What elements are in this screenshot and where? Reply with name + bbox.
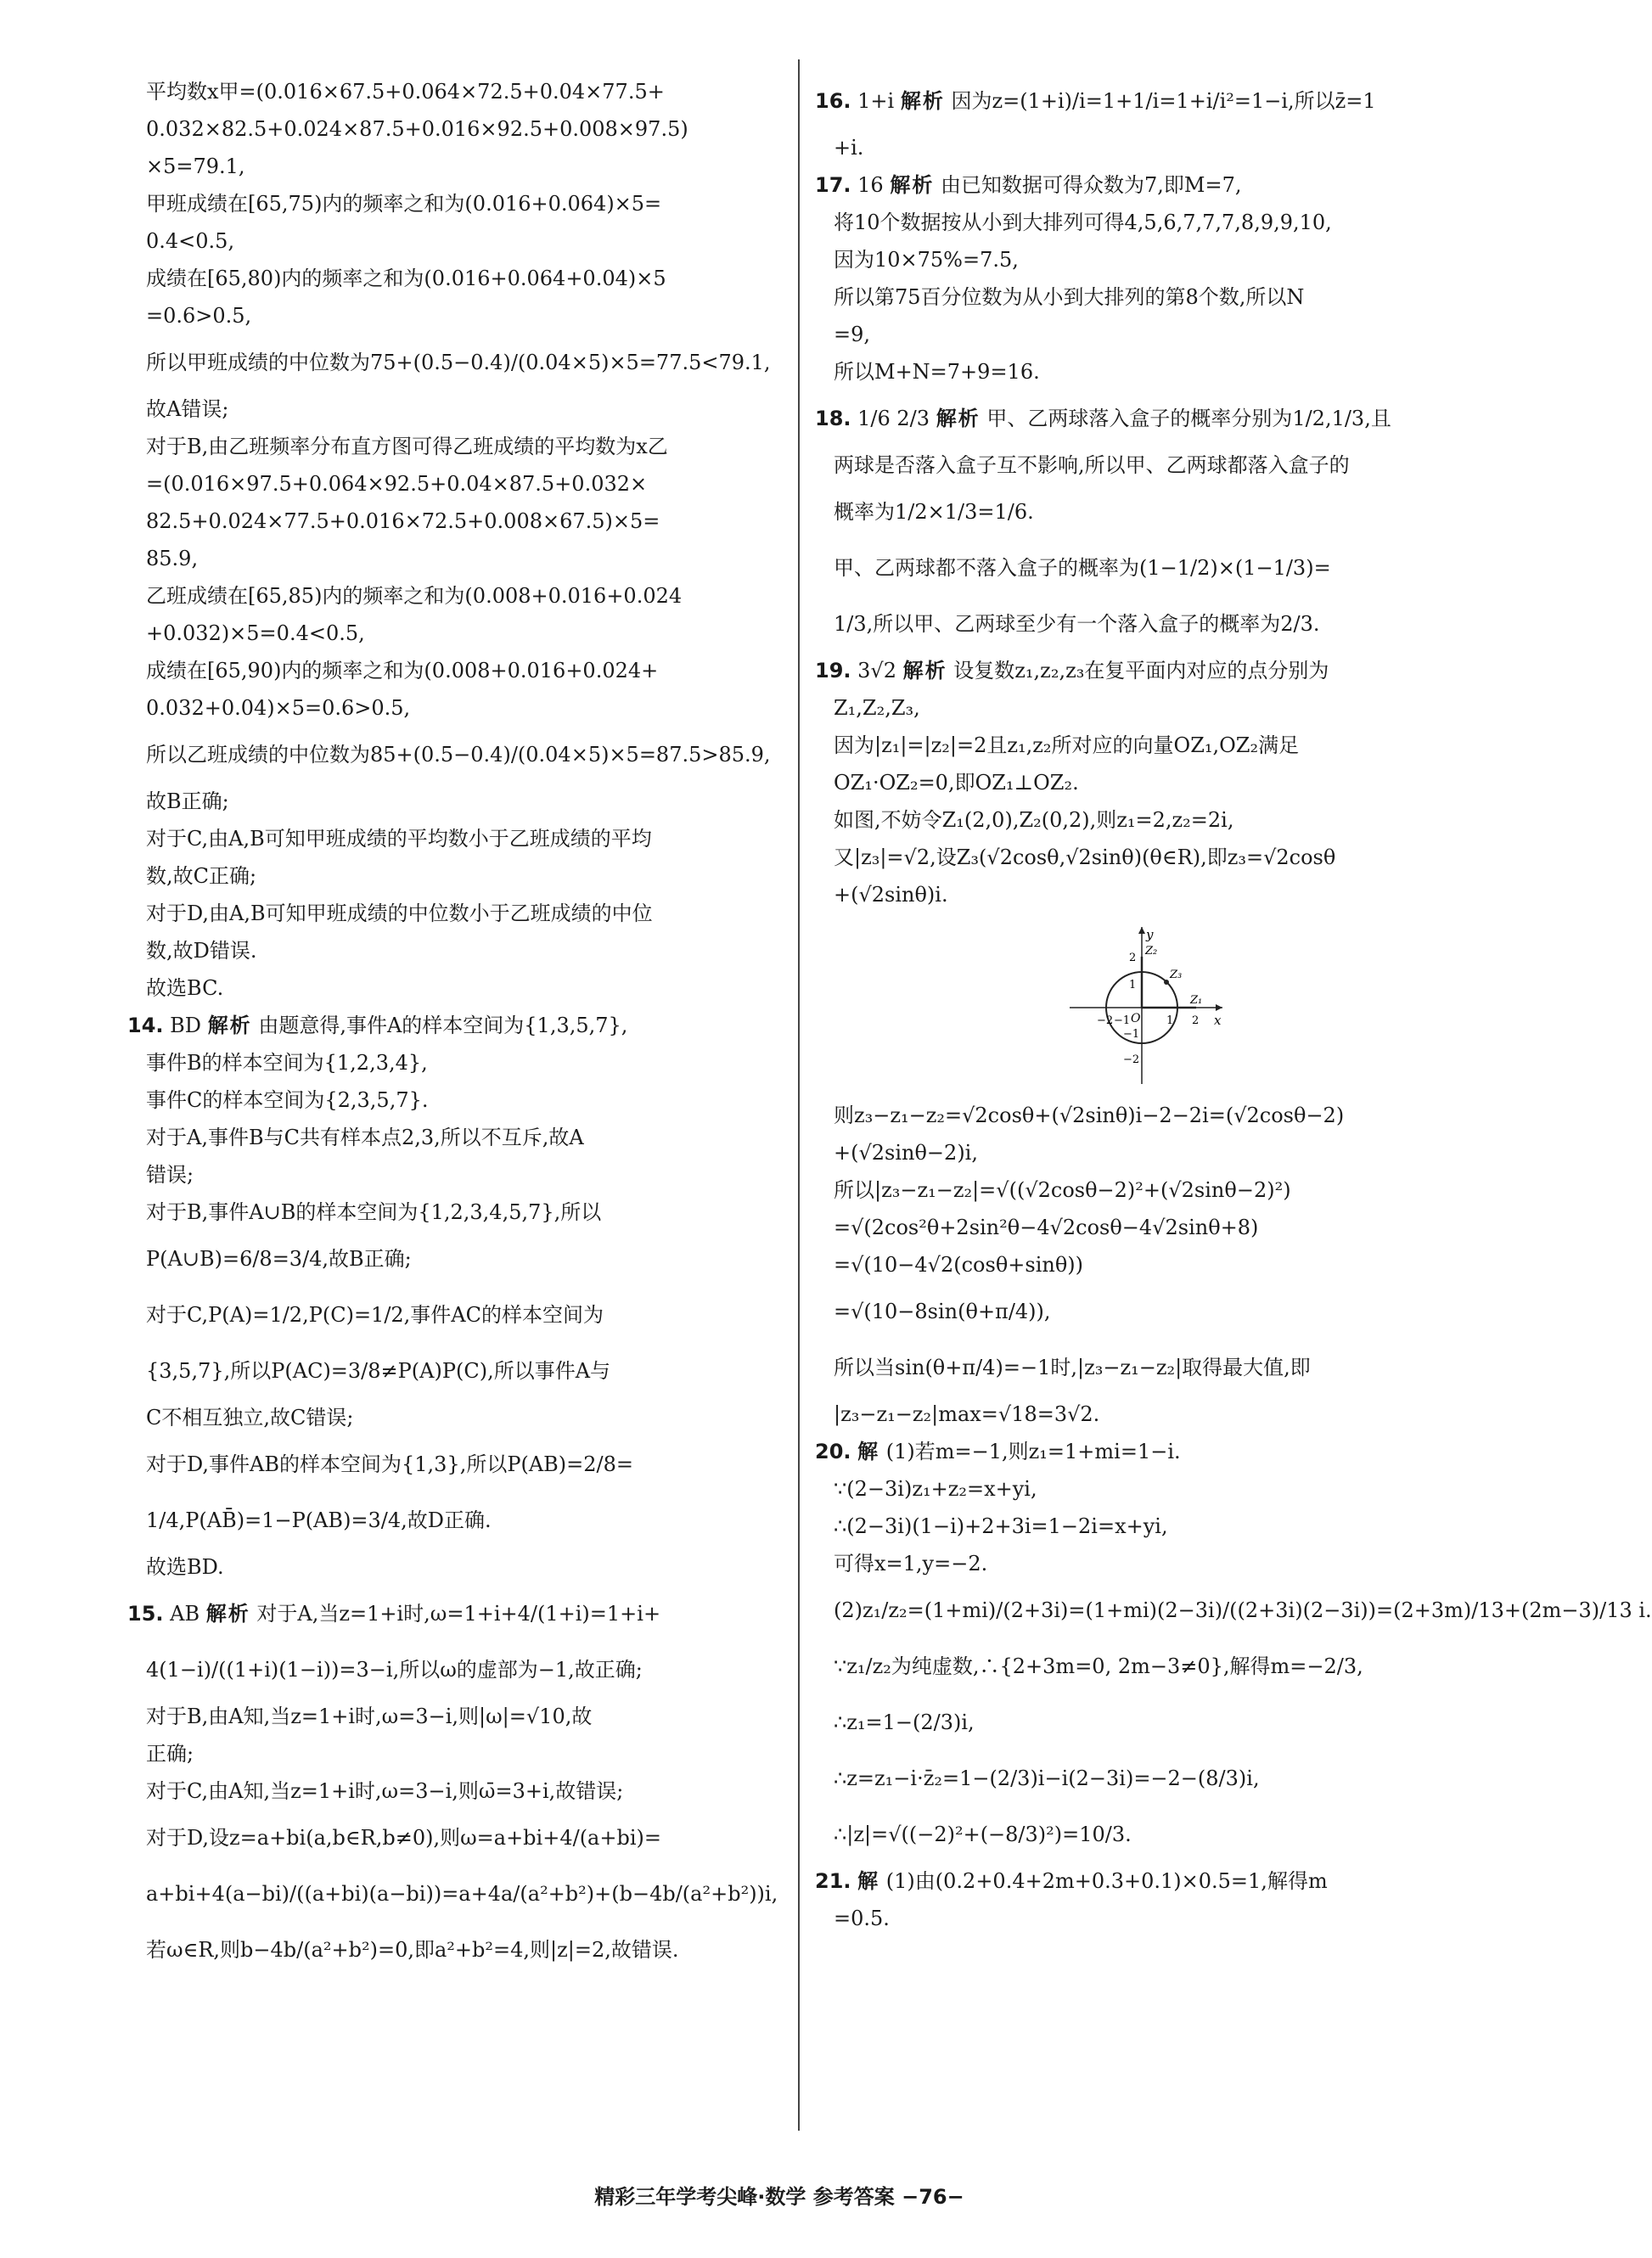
question-answer: AB xyxy=(170,1602,200,1626)
text-line: 由已知数据可得众数为7,即M=7, xyxy=(940,173,1242,197)
text-line: 所以甲班成绩的中位数为75+(0.5−0.4)/(0.04×5)×5=77.5<79.1, xyxy=(146,351,771,374)
text-line: 对于A,当z=1+i时,ω=1+i+4/(1+i)=1+i+ xyxy=(256,1602,661,1626)
point-label-z3: Z₃ xyxy=(1170,969,1183,981)
text-line: (1)由(0.2+0.4+2m+0.3+0.1)×0.5=1,解得m xyxy=(885,1869,1328,1893)
x-axis-arrow xyxy=(1216,1004,1222,1011)
analysis-label: 解析 xyxy=(902,659,947,682)
complex-plane-figure xyxy=(1061,918,1231,1088)
text-line: 正确; xyxy=(146,1742,194,1766)
left-column xyxy=(127,73,789,1978)
text-line: 因为z=(1+i)/i=1+1/i=1+i/i²=1−i,所以z̄=1 xyxy=(951,89,1376,113)
text-line: (1)若m=−1,则z₁=1+mi=1−i. xyxy=(885,1440,1181,1463)
x-axis-label: x xyxy=(1214,1013,1222,1028)
text-line: 乙班成绩在[65,85)内的频率之和为(0.008+0.016+0.024 xyxy=(146,584,683,608)
text-line: 故选BC. xyxy=(146,976,224,1000)
tick-label: 1 xyxy=(1129,979,1137,991)
text-line: 平均数x甲=(0.016×67.5+0.064×72.5+0.04×77.5+ xyxy=(146,80,665,104)
text-line: ∴z₁=1−(2/3)i, xyxy=(834,1710,975,1734)
text-line: ∴|z|=√((−2)²+(−8/3)²)=10/3. xyxy=(834,1823,1132,1846)
question-18-header xyxy=(815,390,1494,447)
y-axis-label: y xyxy=(1146,927,1154,942)
text-line: =9, xyxy=(834,323,871,346)
text-line: 事件C的样本空间为{2,3,5,7}. xyxy=(146,1088,429,1112)
text-line: 85.9, xyxy=(146,547,199,570)
text-line: =0.5. xyxy=(834,1907,890,1930)
question-answer: 16 xyxy=(857,173,884,197)
text-line: {3,5,7},所以P(AC)=3/8≠P(A)P(C),所以事件A与 xyxy=(146,1359,611,1383)
question-number: 16. xyxy=(815,89,851,113)
analysis-label: 解析 xyxy=(890,173,935,197)
point-z3 xyxy=(1164,980,1169,985)
text-line: 对于B,事件A∪B的样本空间为{1,2,3,4,5,7},所以 xyxy=(146,1200,602,1224)
text-line: =√(2cos²θ+2sin²θ−4√2cosθ−4√2sinθ+8) xyxy=(834,1216,1259,1239)
text-line: 1/4,P(AB̄)=1−P(AB)=3/4,故D正确. xyxy=(146,1508,492,1532)
text-line: 数,故C正确; xyxy=(146,864,257,888)
solution-label: 解 xyxy=(857,1440,880,1463)
tick-label: −1 xyxy=(1114,1014,1131,1027)
text-line: 对于B,由乙班频率分布直方图可得乙班成绩的平均数为x乙 xyxy=(146,435,668,458)
question-answer: 1+i xyxy=(857,89,895,113)
text-line: +0.032)×5=0.4<0.5, xyxy=(146,621,365,645)
point-label-z2: Z₂ xyxy=(1145,945,1158,958)
text-line: 则z₃−z₁−z₂=√2cosθ+(√2sinθ)i−2−2i=(√2cosθ−2) xyxy=(834,1104,1345,1127)
text-line: 又|z₃|=√2,设Z₃(√2cosθ,√2sinθ)(θ∈R),即z₃=√2cosθ xyxy=(834,845,1336,869)
tick-label: −1 xyxy=(1123,1028,1140,1041)
text-line: 所以M+N=7+9=16. xyxy=(834,360,1040,384)
text-line: ∵(2−3i)z₁+z₂=x+yi, xyxy=(834,1477,1037,1501)
text-line: 1/3,所以甲、乙两球至少有一个落入盒子的概率为2/3. xyxy=(834,612,1320,636)
text-line: (2)z₁/z₂=(1+mi)/(2+3i)=(1+mi)(2−3i)/((2+3i)(2−3i))=(2+3m)/13+(2m−3)/13 i. xyxy=(834,1598,1652,1622)
text-line: +(√2sinθ)i. xyxy=(834,883,948,907)
text-line: |z₃−z₁−z₂|max=√18=3√2. xyxy=(834,1402,1100,1426)
analysis-label: 解析 xyxy=(900,89,945,113)
question-16-header xyxy=(815,73,1494,129)
text-line: Z₁,Z₂,Z₃, xyxy=(834,696,920,720)
text-line: P(A∪B)=6/8=3/4,故B正确; xyxy=(146,1247,412,1271)
question-number: 21. xyxy=(815,1869,851,1893)
text-line: OZ₁·OZ₂=0,即OZ₁⊥OZ₂. xyxy=(834,771,1079,795)
text-line: =√(10−8sin(θ+π/4)), xyxy=(834,1300,1051,1323)
text-line: ∴z=z₁−i·z̄₂=1−(2/3)i−i(2−3i)=−2−(8/3)i, xyxy=(834,1767,1260,1790)
text-line: =√(10−4√2(cosθ+sinθ)) xyxy=(834,1253,1083,1277)
column-divider xyxy=(798,59,800,2131)
text-line: =0.6>0.5, xyxy=(146,304,252,328)
text-line: 对于A,事件B与C共有样本点2,3,所以不互斥,故A xyxy=(146,1126,584,1149)
text-line: 4(1−i)/((1+i)(1−i))=3−i,所以ω的虚部为−1,故正确; xyxy=(146,1658,643,1682)
text-line: 由题意得,事件A的样本空间为{1,3,5,7}, xyxy=(258,1014,628,1037)
text-line: +i. xyxy=(834,136,864,160)
question-19-header xyxy=(815,652,1494,689)
text-line: 0.032+0.04)×5=0.6>0.5, xyxy=(146,696,411,720)
tick-label: 2 xyxy=(1192,1014,1200,1027)
text-line: 成绩在[65,80)内的频率之和为(0.016+0.064+0.04)×5 xyxy=(146,267,666,290)
text-line: 所以乙班成绩的中位数为85+(0.5−0.4)/(0.04×5)×5=87.5>85.9, xyxy=(146,743,771,767)
text-line: 如图,不妨令Z₁(2,0),Z₂(0,2),则z₁=2,z₂=2i, xyxy=(834,808,1234,832)
text-line: 故A错误; xyxy=(146,397,229,421)
origin-label: O xyxy=(1131,1012,1141,1025)
text-line: 因为|z₁|=|z₂|=2且z₁,z₂所对应的向量OZ₁,OZ₂满足 xyxy=(834,733,1300,757)
question-15-header xyxy=(127,1586,789,1642)
text-line: 对于B,由A知,当z=1+i时,ω=3−i,则|ω|=√10,故 xyxy=(146,1705,593,1728)
question-21-header xyxy=(815,1862,1494,1900)
text-line: 对于D,事件AB的样本空间为{1,3},所以P(AB)=2/8= xyxy=(146,1452,634,1476)
text-line: 甲、乙两球都不落入盒子的概率为(1−1/2)×(1−1/3)= xyxy=(834,556,1331,580)
text-line: 甲、乙两球落入盒子的概率分别为1/2,1/3,且 xyxy=(986,407,1391,430)
tick-label: −2 xyxy=(1097,1014,1114,1027)
text-line: C不相互独立,故C错误; xyxy=(146,1406,354,1430)
text-line: 概率为1/2×1/3=1/6. xyxy=(834,500,1034,524)
text-line: 甲班成绩在[65,75)内的频率之和为(0.016+0.064)×5= xyxy=(146,192,662,216)
y-axis-arrow xyxy=(1138,927,1145,934)
page-footer: 精彩三年学考尖峰·数学 参考答案 −76− xyxy=(594,2185,964,2209)
text-line: 故选BD. xyxy=(146,1555,224,1579)
question-17-header xyxy=(815,166,1494,204)
text-line: 因为10×75%=7.5, xyxy=(834,248,1019,272)
text-line: 成绩在[65,90)内的频率之和为(0.008+0.016+0.024+ xyxy=(146,659,659,682)
point-label-z1: Z₁ xyxy=(1190,994,1203,1007)
text-line: ∵z₁/z₂为纯虚数,∴{2+3m=0, 2m−3≠0},解得m=−2/3, xyxy=(834,1654,1363,1678)
text-line: 数,故D错误. xyxy=(146,939,257,963)
question-number: 19. xyxy=(815,659,851,682)
text-line: 两球是否落入盒子互不影响,所以甲、乙两球都落入盒子的 xyxy=(834,453,1350,477)
text-line: 所以第75百分位数为从小到大排列的第8个数,所以N xyxy=(834,285,1305,309)
analysis-label: 解析 xyxy=(936,407,981,430)
tick-label: 1 xyxy=(1166,1014,1174,1027)
text-line: 故B正确; xyxy=(146,789,229,813)
text-line: 对于C,由A知,当z=1+i时,ω=3−i,则ω̄=3+i,故错误; xyxy=(146,1779,624,1803)
text-line: 可得x=1,y=−2. xyxy=(834,1552,988,1576)
text-line: 对于C,P(A)=1/2,P(C)=1/2,事件AC的样本空间为 xyxy=(146,1303,604,1327)
solution-label: 解 xyxy=(857,1869,880,1893)
analysis-label: 解析 xyxy=(207,1014,252,1037)
question-number: 20. xyxy=(815,1440,851,1463)
text-line: 所以当sin(θ+π/4)=−1时,|z₃−z₁−z₂|取得最大值,即 xyxy=(834,1356,1311,1379)
text-line: 若ω∈R,则b−4b/(a²+b²)=0,即a²+b²=4,则|z|=2,故错误. xyxy=(146,1938,679,1962)
question-answer: BD xyxy=(170,1014,202,1037)
text-line: ∴(2−3i)(1−i)+2+3i=1−2i=x+yi, xyxy=(834,1514,1168,1538)
question-answer: 3√2 xyxy=(857,659,896,682)
text-line: ×5=79.1, xyxy=(146,154,245,178)
text-line: 对于D,由A,B可知甲班成绩的中位数小于乙班成绩的中位 xyxy=(146,902,653,925)
text-line: 错误; xyxy=(146,1163,194,1187)
text-line: +(√2sinθ−2)i, xyxy=(834,1141,978,1165)
text-line: 82.5+0.024×77.5+0.016×72.5+0.008×67.5)×5= xyxy=(146,509,660,533)
text-line: 0.032×82.5+0.024×87.5+0.016×92.5+0.008×97.5) xyxy=(146,117,688,141)
text-line: 将10个数据按从小到大排列可得4,5,6,7,7,7,8,9,9,10, xyxy=(834,211,1332,234)
text-line: 所以|z₃−z₁−z₂|=√((√2cosθ−2)²+(√2sinθ−2)²) xyxy=(834,1178,1291,1202)
question-number: 17. xyxy=(815,173,851,197)
text-line: 事件B的样本空间为{1,2,3,4}, xyxy=(146,1051,428,1075)
tick-label: 2 xyxy=(1129,952,1137,964)
tick-label: −2 xyxy=(1123,1053,1140,1066)
text-line: 0.4<0.5, xyxy=(146,229,235,253)
text-line: =(0.016×97.5+0.064×92.5+0.04×87.5+0.032× xyxy=(146,472,648,496)
question-20-header xyxy=(815,1433,1494,1470)
text-line: 对于D,设z=a+bi(a,b∈R,b≠0),则ω=a+bi+4/(a+bi)= xyxy=(146,1826,661,1850)
analysis-label: 解析 xyxy=(205,1602,250,1626)
text-line: 设复数z₁,z₂,z₃在复平面内对应的点分别为 xyxy=(953,659,1329,682)
question-number: 14. xyxy=(127,1014,164,1037)
question-number: 15. xyxy=(127,1602,164,1626)
text-line: a+bi+4(a−bi)/((a+bi)(a−bi))=a+4a/(a²+b²)+(b−4b/(a²+b²))i, xyxy=(146,1882,778,1906)
right-column xyxy=(815,73,1652,1937)
text-line: 对于C,由A,B可知甲班成绩的平均数小于乙班成绩的平均 xyxy=(146,827,652,851)
question-answer: 1/6 2/3 xyxy=(857,407,930,430)
question-number: 18. xyxy=(815,407,851,430)
question-14-header xyxy=(127,1007,789,1044)
